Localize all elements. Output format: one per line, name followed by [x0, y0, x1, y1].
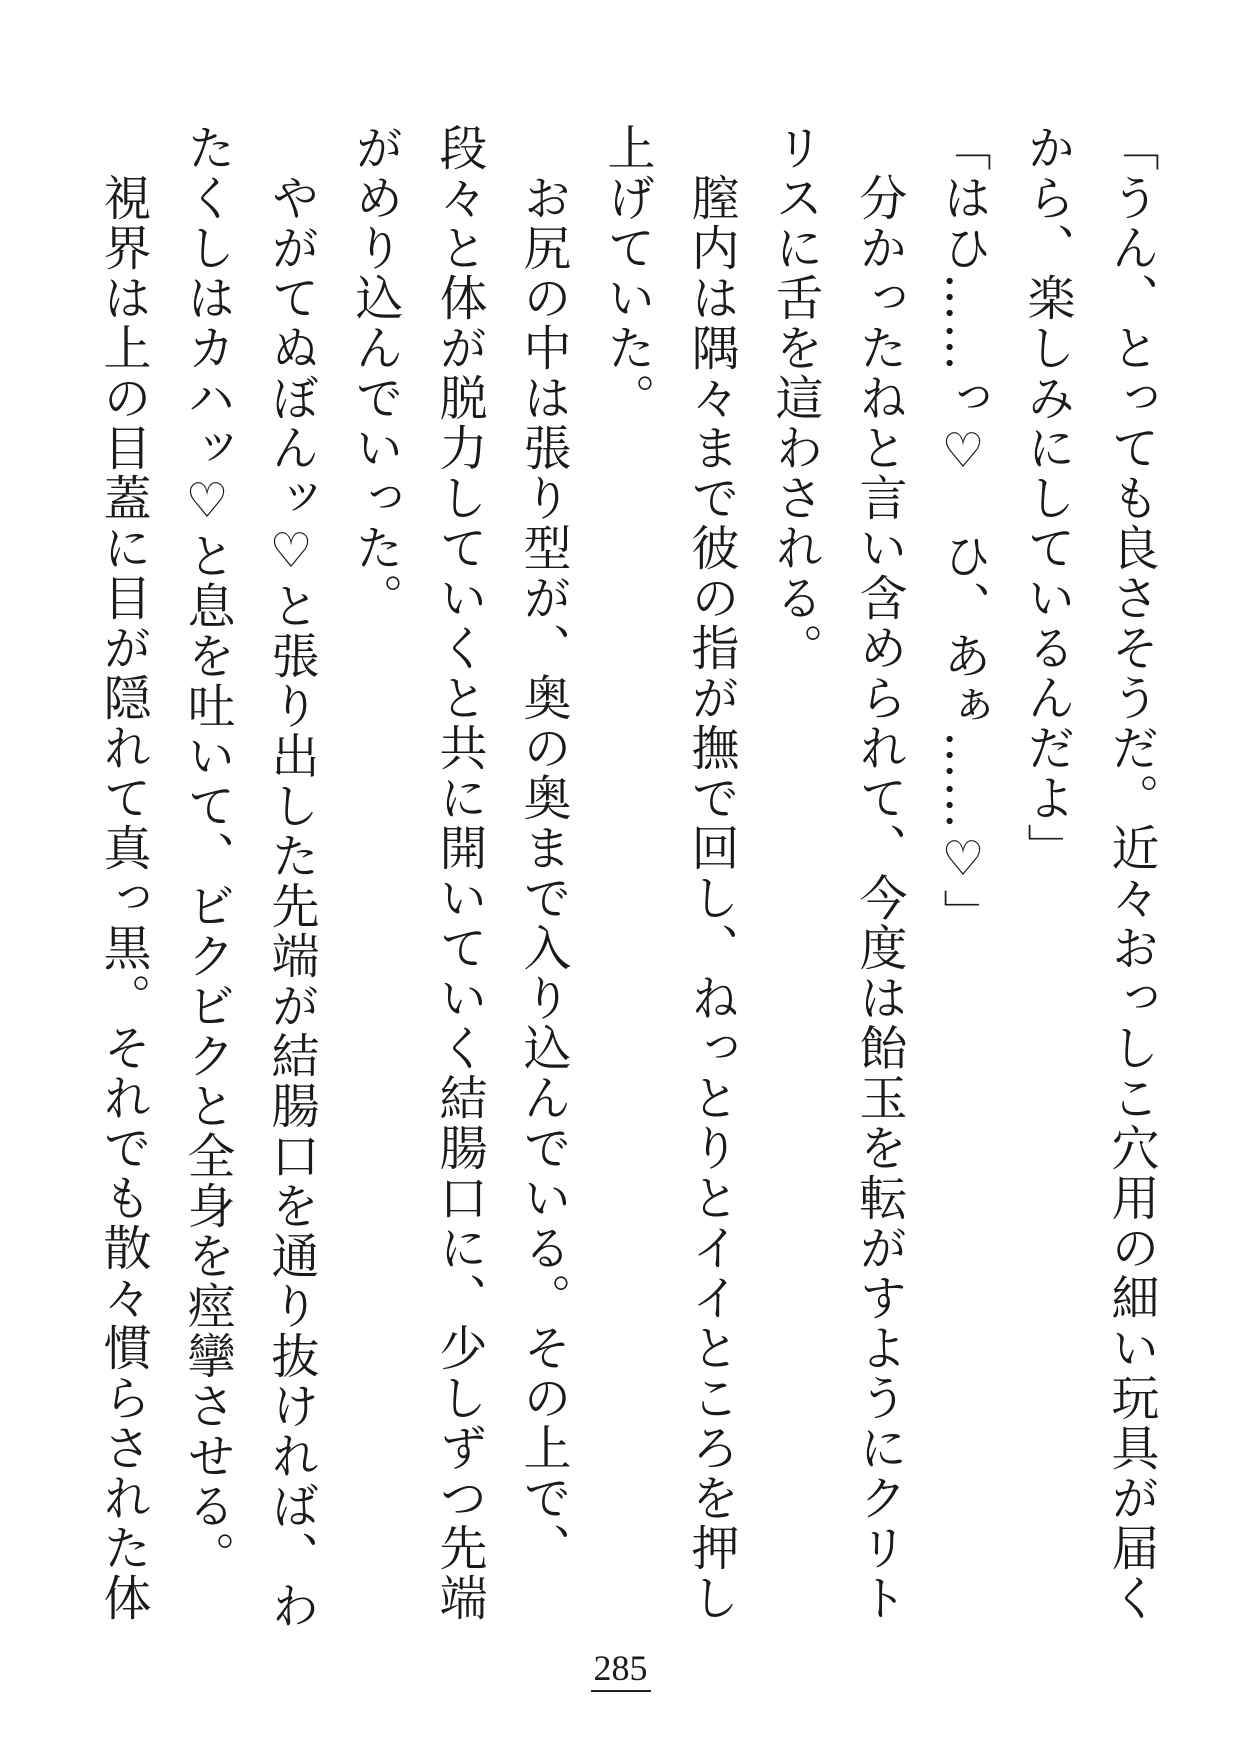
text-column-7: 上げていた。	[599, 123, 655, 423]
text-column-4: 分かったねと言い含められて、今度は飴玉を転がすようにクリト	[851, 173, 907, 1623]
text-column-10: がめり込んでいった。	[347, 123, 403, 623]
text-column-12: たくしはカハッ♡と息を吐いて、ビクビクと全身を痙攣させる。	[179, 123, 235, 1581]
text-column-8: お尻の中は張り型が、奥の奥まで入り込んでいる。その上で、	[515, 173, 571, 1573]
text-column-11: やがてぬぼんッ♡と張り出した先端が結腸口を通り抜ければ、わ	[263, 173, 319, 1631]
text-column-6: 膣内は隅々まで彼の指が撫で回し、ねっとりとイイところを押し	[683, 173, 739, 1623]
text-column-1: 「うん、とっても良さそうだ。近々おっしこ穴用の細い玩具が届く	[1103, 123, 1159, 1623]
text-column-3: 「はひ……っ♡ ひ、あぁ……♡」	[935, 123, 991, 939]
text-column-2: から、楽しみにしているんだよ」	[1019, 123, 1075, 873]
text-column-5: リスに舌を這わされる。	[767, 123, 823, 673]
body-text	[81, 123, 1173, 1633]
text-column-13: 視界は上の目蓋に目が隠れて真っ黒。それでも散々慣らされた体	[95, 173, 151, 1623]
page-footer	[0, 1650, 1241, 1692]
page-number: 285	[591, 1650, 651, 1692]
text-column-9: 段々と体が脱力していくと共に開いていく結腸口に、少しずつ先端	[431, 123, 487, 1623]
